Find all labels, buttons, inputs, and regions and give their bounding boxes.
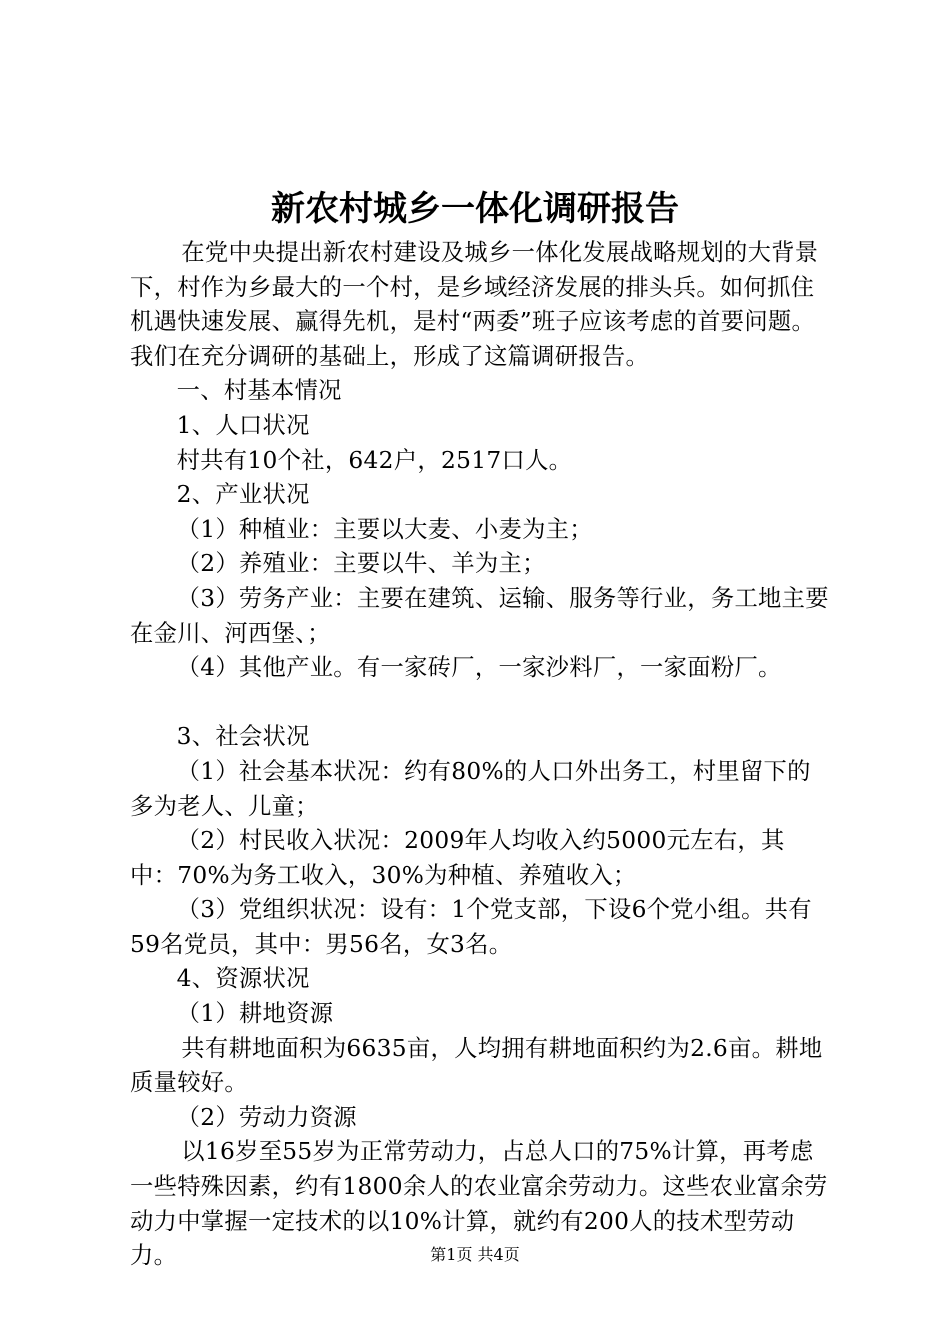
subheading-resources: 4、资源状况	[176, 965, 310, 993]
list-item-society-basic: （1）社会基本状况：约有80%的人口外出务工，村里留下的多为老人、儿童；	[130, 757, 811, 820]
list-item-labor-industry: （3）劳务产业：主要在建筑、运输、服务等行业，务工地主要在金川、河西堡、；	[130, 584, 829, 647]
list-item-other-industry: （4）其他产业。有一家砖厂，一家沙料厂，一家面粉厂。	[176, 654, 782, 682]
list-item-planting: （1）种植业：主要以大麦、小麦为主；	[176, 515, 593, 543]
paragraph-labor-resources: 以16岁至55岁为正常劳动力，占总人口的75%计算，再考虑一些特殊因素，约有1800余人的农业富余劳动力。这些农业富余劳动力中掌握一定技术的以10%计算，就约有200人的技术型劳动力。	[130, 1138, 828, 1270]
intro-paragraph: 在党中央提出新农村建设及城乡一体化发展战略规划的大背景下，村作为乡最大的一个村，是乡域经济发展的排头兵。如何抓住机遇快速发展、赢得先机，是村“两委”班子应该考虑的首要问题。我们在充分调研的基础上，形成了这篇调研报告。	[130, 239, 819, 370]
subheading-society: 3、社会状况	[176, 723, 310, 751]
subheading-industry: 2、产业状况	[176, 481, 310, 509]
list-item-income: （2）村民收入状况：2009年人均收入约5000元左右，其中：70%为务工收入，30%为种植、养殖收入；	[130, 827, 785, 889]
blank-line	[130, 686, 830, 721]
list-item-breeding: （2）养殖业：主要以牛、羊为主；	[176, 550, 546, 578]
subheading-population: 1、人口状况	[176, 411, 310, 439]
section-heading-basic-info: 一、村基本情况	[176, 377, 342, 405]
document-body	[130, 236, 830, 1274]
page-footer: 第1页 共4页	[430, 1245, 520, 1264]
paragraph-farmland: 共有耕地面积为6635亩，人均拥有耕地面积约为2.6亩。耕地质量较好。	[130, 1034, 823, 1097]
list-item-party-organization: （3）党组织状况：设有：1个党支部，下设6个党小组。共有59名党员，其中：男56名，女3名。	[130, 896, 812, 958]
list-item-labor-resources: （2）劳动力资源	[176, 1103, 357, 1131]
paragraph-population: 村共有10个社，642户，2517口人。	[176, 446, 573, 474]
page-title: 新农村城乡一体化调研报告	[271, 189, 679, 229]
list-item-farmland: （1）耕地资源	[176, 1000, 334, 1028]
